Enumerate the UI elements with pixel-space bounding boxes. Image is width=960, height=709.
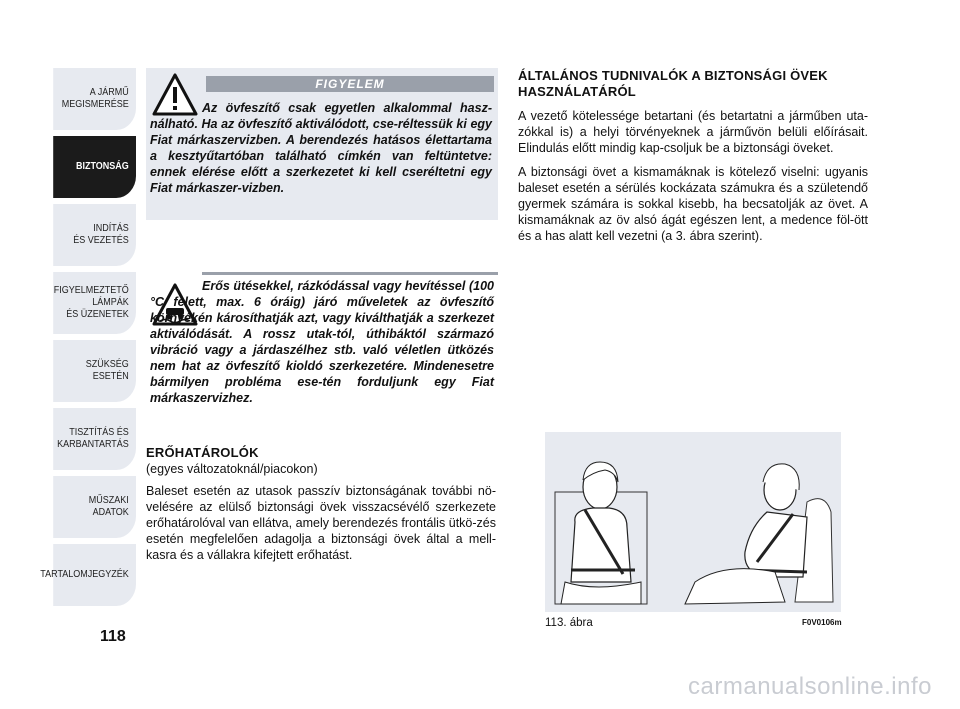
tab-index[interactable] xyxy=(40,544,136,606)
seatbelt-illustration xyxy=(545,432,841,612)
section-body: Baleset esetén az utasok passzív biztonságának további nö-velésére az elülső biztonsági övek visszacsévélő szerkezete erőhatárolóval van ellátva, amely berendezés frontális ütkö-zés esetén megfelelően adagolja a biztonsági övek által a mell-kasra és a vállakra kifejtett erőhatást. xyxy=(146,484,496,562)
tab-label: INDÍTÁS ÉS VEZETÉS xyxy=(73,223,129,246)
figure-code: F0V0106m xyxy=(802,618,842,627)
force-limiters-section xyxy=(146,445,496,563)
tab-label: MŰSZAKI ADATOK xyxy=(88,495,129,518)
paragraph: A vezető kötelessége betartani (és betartatni a járműben uta-zókkal is) a helyi törvényeknek a járművön belüli előírásait. Elindulás előtt mindig kap-csoljuk be a biztonsági öveket. xyxy=(518,109,868,155)
sidebar-tabs xyxy=(40,68,136,612)
warning-header: FIGYELEM xyxy=(206,76,494,92)
tab-label: TARTALOMJEGYZÉK xyxy=(40,569,129,580)
tab-warning-lights[interactable] xyxy=(53,272,136,334)
figure-caption: 113. ábra xyxy=(545,617,593,629)
tab-safety[interactable] xyxy=(53,136,136,198)
watermark: carmanualsonline.info xyxy=(688,673,932,700)
caution-divider xyxy=(202,272,498,275)
tab-maintenance[interactable] xyxy=(53,408,136,470)
tab-label: FIGYELMEZTETŐ LÁMPÁK ÉS ÜZENETEK xyxy=(53,285,129,320)
section-heading: ÁLTALÁNOS TUDNIVALÓK A BIZTONSÁGI ÖVEK HASZNÁLATÁRÓL xyxy=(518,68,828,99)
paragraph: A biztonsági övet a kismamáknak is kötelező viselni: ugyanis baleset esetén a sérülés kockázata számukra és a születendő gyermek számára is sokkal kisebb, ha becsatolják az övet. A kismamáknak az öv alsó ágát egészen lent, a medence föl-ött és a has alatt kell vezetni (a 3. ábra szerint). xyxy=(518,165,868,243)
tab-label: BIZTONSÁG xyxy=(75,161,129,172)
tab-starting-driving[interactable] xyxy=(53,204,136,266)
general-info-section xyxy=(518,68,868,252)
warning-box xyxy=(146,68,498,220)
page-number: 118 xyxy=(100,628,126,645)
caution-box xyxy=(146,272,498,414)
tab-label: SZÜKSÉG ESETÉN xyxy=(85,359,129,382)
tab-label: A JÁRMŰ MEGISMERÉSE xyxy=(61,87,129,110)
tab-emergency[interactable] xyxy=(53,340,136,402)
tab-technical-data[interactable] xyxy=(53,476,136,538)
section-heading: ERŐHATÁROLÓK xyxy=(146,445,259,460)
warning-text: Az övfeszítő csak egyetlen alkalommal hasz-nálható. Ha az övfeszítő aktiválódott, cse-réltessük ki egy Fiat márkaszervizben. A berendezés hatásos élettartama a kesztyűtartóban található címkén van feltüntetve: ennek elérése előtt a szerkezetet ki kell cseréltetni egy Fiat márkaszer-vizben. xyxy=(150,101,492,195)
tab-vehicle-overview[interactable] xyxy=(53,68,136,130)
tab-label: TISZTÍTÁS ÉS KARBANTARTÁS xyxy=(57,427,129,450)
caution-text: Erős ütésekkel, rázkódással vagy hevítéssel (100 °C felett, max. 6 óráig) járó műveletek az övfeszítő környékén károsíthatják azt, vagy kiválthatják a szerkezet aktiválódását. A rossz utak-tól, úthibáktól származó vibráció vagy a járdaszélhez stb. való véletlen ütközés nem hat az övfeszítő kioldó szerkezetére. Mindenesetre bármilyen probléma ese-tén forduljunk egy Fiat márkaszervizhez. xyxy=(150,279,494,405)
section-subheading: (egyes változatoknál/piacokon) xyxy=(146,462,318,476)
figure-illustration xyxy=(545,432,841,612)
